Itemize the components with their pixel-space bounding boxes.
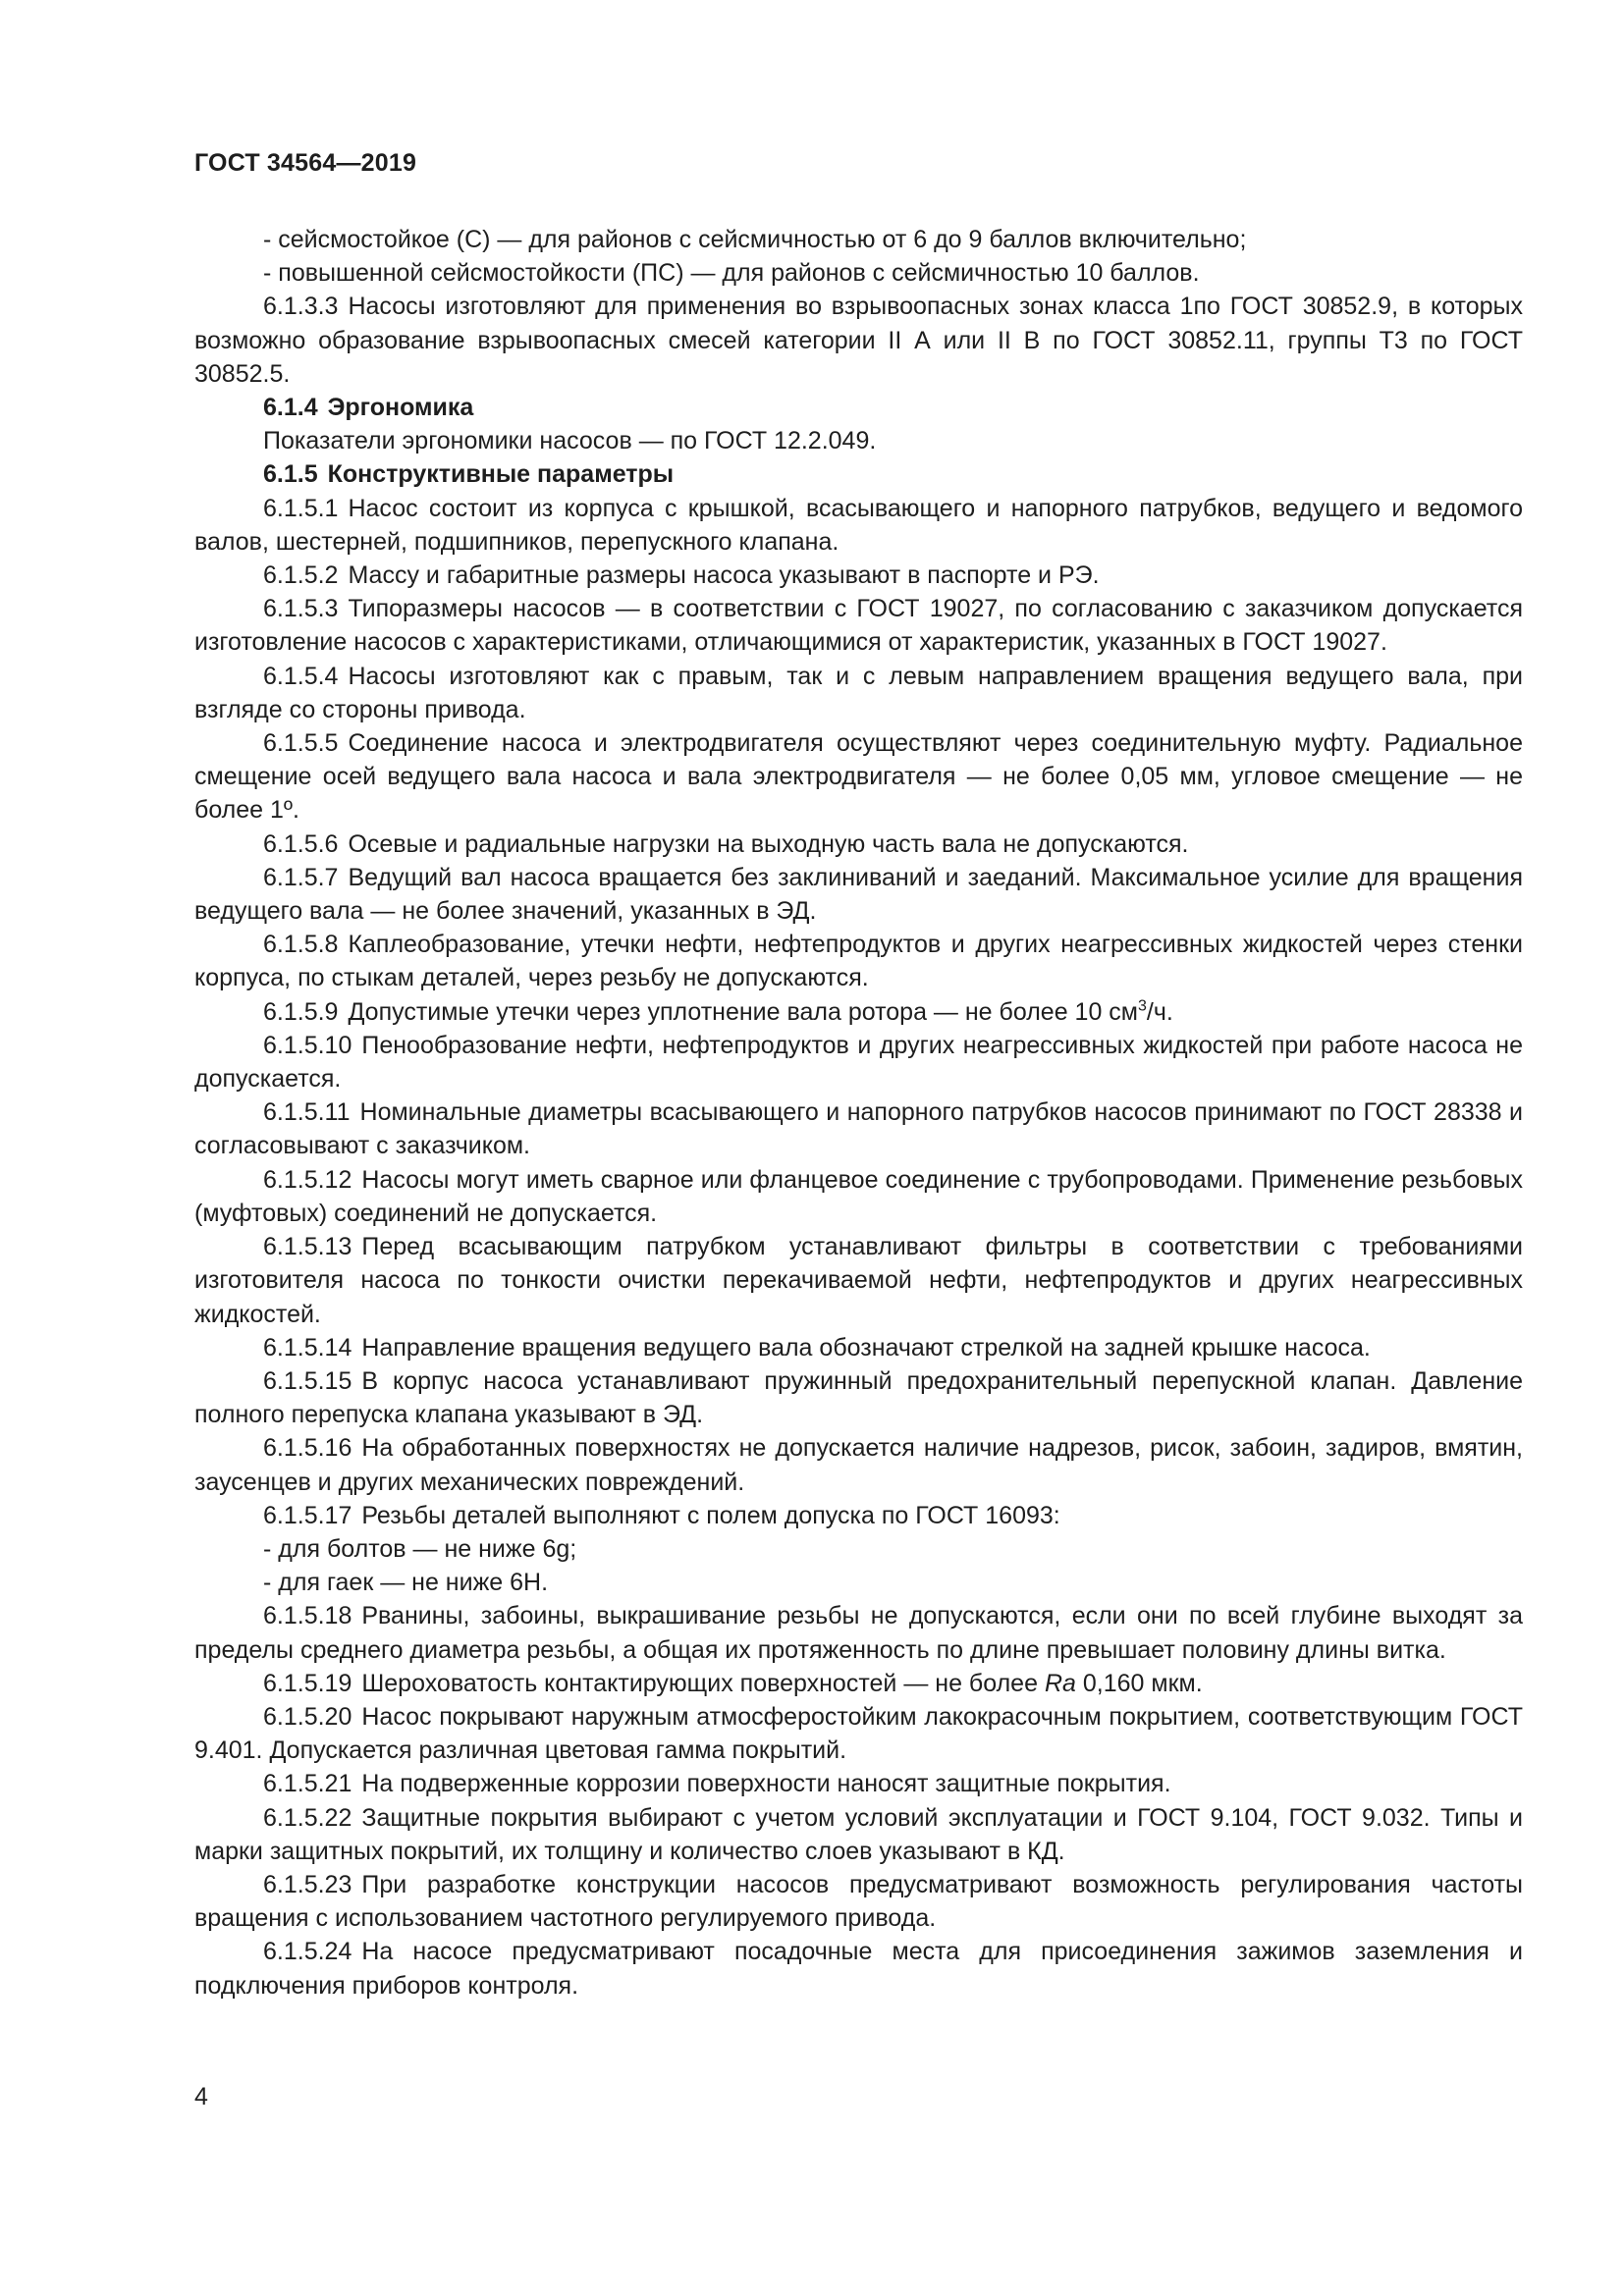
clause-6-1-5-1: 6.1.5.1 Насос состоит из корпуса с крышкой, всасывающего и напорного патрубков, ведущего и ведомого валов, шестерней, подшипников, перепускного клапана. [194, 494, 1523, 556]
clause-6-1-3-3: 6.1.3.3 Насосы изготовляют для применения во взрывоопасных зонах класса 1по ГОСТ 30852.9, в которых возможно образование взрывоопасных смесей категории II А или II В по ГОСТ 30852.11, группы Т3 по ГОСТ 30852.5. [194, 293, 1523, 388]
bullet-item-bolts: - для болтов — не ниже 6g; [263, 1534, 577, 1563]
clause-6-1-5-4: 6.1.5.4 Насосы изготовляют как с правым, так и с левым направлением вращения ведущего вала, при взгляде со стороны привода. [194, 662, 1523, 723]
clause-6-1-5-6: 6.1.5.6 Осевые и радиальные нагрузки на выходную часть вала не допускаются. [263, 829, 1189, 858]
clause-6-1-5-22: 6.1.5.22 Защитные покрытия выбирают с учетом условий эксплуатации и ГОСТ 9.104, ГОСТ 9.032. Типы и марки защитных покрытий, их толщину и количество слоев указывают в КД. [194, 1803, 1523, 1865]
clause-6-1-5-2: 6.1.5.2 Массу и габаритные размеры насоса указывают в паспорте и РЭ. [263, 561, 1100, 590]
clause-6-1-5-12: 6.1.5.12 Насосы могут иметь сварное или фланцевое соединение с трубопроводами. Применение резьбовых (муфтовых) соединений не допускается. [194, 1165, 1523, 1227]
clause-6-1-5-8: 6.1.5.8 Каплеобразование, утечки нефти, нефтепродуктов и других неагрессивных жидкостей через стенки корпуса, по стыкам деталей, через резьбу не допускаются. [194, 931, 1523, 992]
clause-6-1-5-11: 6.1.5.11 Номинальные диаметры всасывающего и напорного патрубков насосов принимают по ГОСТ 28338 и согласовывают с заказчиком. [194, 1098, 1523, 1160]
clause-6-1-5-3: 6.1.5.3 Типоразмеры насосов — в соответствии с ГОСТ 19027, по согласованию с заказчиком допускается изготовление насосов с характеристиками, отличающимися от характеристик, указанных в ГОСТ 19027. [194, 595, 1523, 657]
clause-6-1-5-19: 6.1.5.19 Шероховатость контактирующих поверхностей — не более Ra 0,160 мкм. [263, 1669, 1203, 1697]
clause-6-1-5-21: 6.1.5.21 На подверженные коррозии поверхности наносят защитные покрытия. [263, 1770, 1171, 1798]
page-number: 4 [194, 2083, 208, 2110]
bullet-item-seismic-ps: - повышенной сейсмостойкости (ПС) — для районов с сейсмичностью 10 баллов. [263, 259, 1200, 288]
bullet-item-nuts: - для гаек — не ниже 6Н. [263, 1569, 549, 1597]
clause-6-1-5-13: 6.1.5.13 Перед всасывающим патрубком устанавливают фильтры в соответствии с требованиями изготовителя насоса по тонкости очистки перекачиваемой нефти, нефтепродуктов и других неагрессивных жидкостей. [194, 1233, 1523, 1328]
clause-6-1-5-16: 6.1.5.16 На обработанных поверхностях не допускается наличие надрезов, рисок, забоин, задиров, вмятин, заусенцев и других механических повреждений. [194, 1434, 1523, 1496]
clause-6-1-5-5: 6.1.5.5 Соединение насоса и электродвигателя осуществляют через соединительную муфту. Радиальное смещение осей ведущего вала насоса и вала электродвигателя — не более 0,05 мм, угловое смещение — не более 1º. [194, 729, 1523, 825]
clause-6-1-5-18: 6.1.5.18 Рванины, забоины, выкрашивание резьбы не допускаются, если они по всей глубине выходят за пределы среднего диаметра резьбы, а общая их протяженность по длине превышает половину длины витка. [194, 1602, 1523, 1664]
clause-6-1-5-10: 6.1.5.10 Пенообразование нефти, нефтепродуктов и других неагрессивных жидкостей при работе насоса не допускается. [194, 1031, 1523, 1094]
section-heading-design-parameters: 6.1.5 Конструктивные параметры [263, 460, 675, 489]
bullet-item-seismic-c: - сейсмостойкое (С) — для районов с сейсмичностью от 6 до 9 баллов включительно; [263, 226, 1247, 253]
clause-6-1-5-24: 6.1.5.24 На насосе предусматривают посадочные места для присоединения зажимов заземления и подключения приборов контроля. [194, 1938, 1523, 2000]
clause-6-1-5-9: 6.1.5.9 Допустимые утечки через уплотнение вала ротора — не более 10 $см^3/ч$. [263, 997, 1173, 1026]
section-heading-ergonomics: 6.1.4 Эргономика [263, 394, 474, 422]
clause-6-1-5-15: 6.1.5.15 В корпус насоса устанавливают пружинный предохранительный перепускной клапан. Давление полного перепуска клапана указывают в ЭД. [194, 1366, 1523, 1429]
ergonomics-paragraph: Показатели эргономики насосов — по ГОСТ 12.2.049. [263, 427, 877, 455]
document-code-header: ГОСТ 34564—2019 [194, 149, 417, 177]
clause-6-1-5-14: 6.1.5.14 Направление вращения ведущего вала обозначают стрелкой на задней крышке насоса. [263, 1333, 1371, 1362]
clause-6-1-5-17: 6.1.5.17 Резьбы деталей выполняют с полем допуска по ГОСТ 16093: [263, 1501, 1060, 1529]
clause-6-1-5-20: 6.1.5.20 Насос покрывают наружным атмосферостойким лакокрасочным покрытием, соответствующим ГОСТ 9.401. Допускается различная цветовая гамма покрытий. [194, 1702, 1523, 1765]
document-body [194, 223, 1523, 2002]
clause-6-1-5-23: 6.1.5.23 При разработке конструкции насосов предусматривают возможность регулирования частоты вращения с использованием частотного регулируемого привода. [194, 1870, 1523, 1933]
clause-6-1-5-7: 6.1.5.7 Ведущий вал насоса вращается без заклиниваний и заеданий. Максимальное усилие для вращения ведущего вала — не более значений, указанных в ЭД. [194, 863, 1523, 926]
